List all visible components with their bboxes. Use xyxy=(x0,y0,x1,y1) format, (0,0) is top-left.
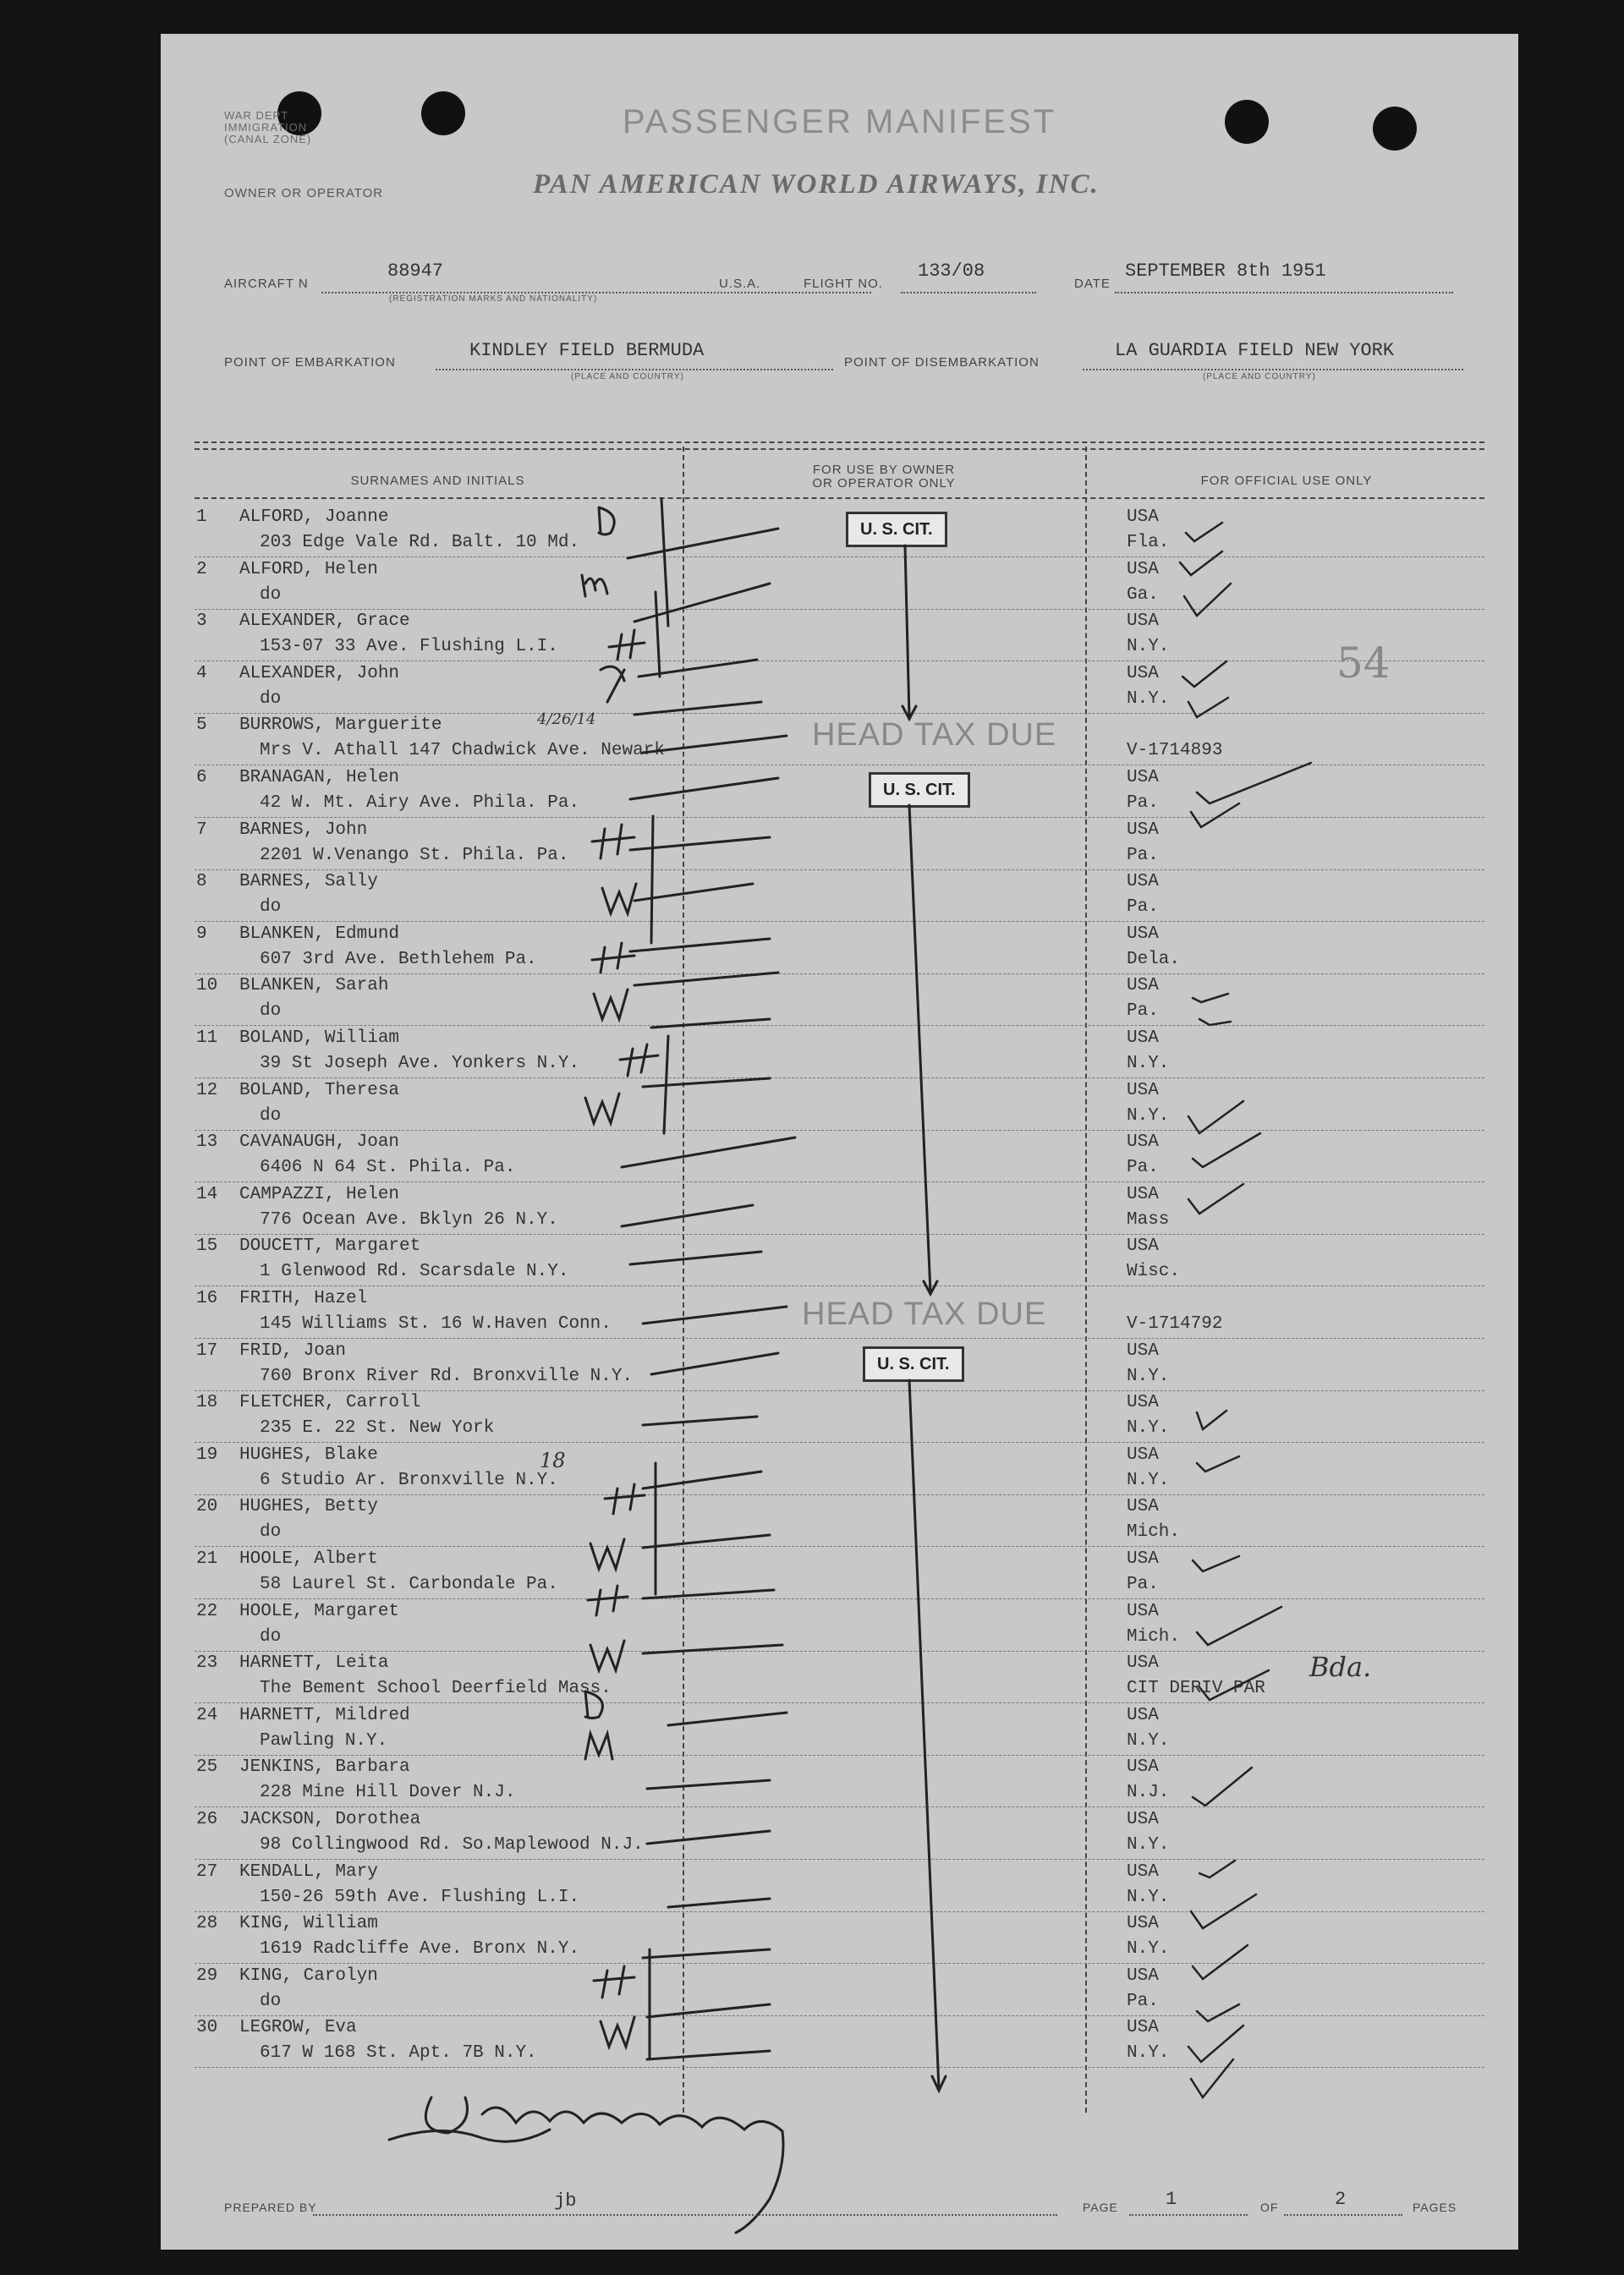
passenger-number: 20 xyxy=(196,1497,218,1517)
passenger-name: HARNETT, Leita xyxy=(239,1653,389,1674)
official-state: CIT DERIV PAR xyxy=(1127,1679,1265,1699)
passenger-address: The Bement School Deerfield Mass. xyxy=(260,1679,612,1699)
official-citizenship: USA xyxy=(1127,1861,1159,1882)
official-state: N.Y. xyxy=(1127,1105,1170,1126)
col-surnames: SURNAMES AND INITIALS xyxy=(350,474,525,488)
head-tax-stamp: HEAD TAX DUE xyxy=(802,1296,1047,1332)
official-citizenship: USA xyxy=(1127,1549,1159,1569)
official-state: Pa. xyxy=(1127,845,1159,865)
passenger-address: 42 W. Mt. Airy Ave. Phila. Pa. xyxy=(260,793,580,813)
passenger-name: ALEXANDER, John xyxy=(239,663,400,683)
official-citizenship: USA xyxy=(1127,1810,1159,1829)
official-citizenship: USA xyxy=(1127,1705,1159,1725)
passenger-address: 760 Bronx River Rd. Bronxville N.Y. xyxy=(260,1366,634,1386)
official-citizenship: USA xyxy=(1127,1236,1159,1257)
passenger-address: 2201 W.Venango St. Phila. Pa. xyxy=(260,845,569,865)
official-state: Pa. xyxy=(1127,1158,1159,1178)
passenger-name: FRITH, Hazel xyxy=(239,1289,368,1308)
official-citizenship: USA xyxy=(1127,663,1159,683)
passenger-number: 5 xyxy=(196,715,207,736)
passenger-name: ALFORD, Helen xyxy=(239,559,378,579)
manifest-sheet xyxy=(161,34,1518,2250)
passenger-number: 11 xyxy=(196,1028,218,1048)
passenger-number: 13 xyxy=(196,1132,218,1153)
passenger-number: 4 xyxy=(196,663,207,683)
passenger-name: BRANAGAN, Helen xyxy=(239,768,400,787)
passenger-name: BLANKEN, Sarah xyxy=(239,976,389,996)
passenger-address: do xyxy=(260,584,282,605)
passenger-address: do xyxy=(260,1105,282,1126)
passenger-number: 17 xyxy=(196,1340,218,1361)
passenger-address: 203 Edge Vale Rd. Balt. 10 Md. xyxy=(260,533,580,552)
passenger-name: LEGROW, Eva xyxy=(239,2018,357,2038)
passenger-address: 39 St Joseph Ave. Yonkers N.Y. xyxy=(260,1054,580,1073)
passenger-name: FRID, Joan xyxy=(239,1340,347,1361)
official-citizenship: USA xyxy=(1127,1601,1159,1621)
passenger-address: 617 W 168 St. Apt. 7B N.Y. xyxy=(260,2043,537,2064)
of-label: OF xyxy=(1260,2201,1279,2214)
passenger-name: BURROWS, Marguerite xyxy=(239,715,442,736)
prepared-by: jb xyxy=(554,2190,577,2212)
passenger-address: 98 Collingwood Rd. So.Maplewood N.J. xyxy=(260,1835,644,1855)
official-state: N.Y. xyxy=(1127,1730,1170,1751)
passenger-name: HOOLE, Margaret xyxy=(239,1601,400,1621)
official-state: V-1714792 xyxy=(1127,1314,1223,1334)
passenger-number: 12 xyxy=(196,1080,218,1100)
passenger-number: 24 xyxy=(196,1705,218,1725)
us-cit-stamp: U. S. CIT. xyxy=(869,772,970,808)
passenger-address: 776 Ocean Ave. Bklyn 26 N.Y. xyxy=(260,1209,558,1230)
official-citizenship: USA xyxy=(1127,1914,1159,1934)
disembark-label: POINT OF DISEMBARKATION xyxy=(844,355,1040,370)
passenger-address: do xyxy=(260,1626,282,1647)
official-citizenship: USA xyxy=(1127,1080,1159,1100)
passenger-address: do xyxy=(260,897,282,918)
us-cit-stamp: U. S. CIT. xyxy=(846,512,947,547)
page-label: PAGE xyxy=(1083,2201,1118,2214)
official-citizenship: USA xyxy=(1127,872,1159,892)
passenger-address: 153-07 33 Ave. Flushing L.I. xyxy=(260,637,558,657)
official-state: Dela. xyxy=(1127,949,1181,969)
official-citizenship: USA xyxy=(1127,2018,1159,2038)
official-citizenship: USA xyxy=(1127,1028,1159,1048)
passenger-address: do xyxy=(260,1522,282,1543)
disembark-sub: (PLACE AND COUNTRY) xyxy=(1203,372,1316,381)
official-mark: 54 xyxy=(1336,639,1391,688)
official-state: V-1714893 xyxy=(1127,741,1223,761)
page-total: 2 xyxy=(1335,2189,1347,2210)
official-state: N.Y. xyxy=(1127,1939,1170,1960)
official-state: N.Y. xyxy=(1127,688,1170,709)
official-state: Pa. xyxy=(1127,793,1159,813)
official-citizenship: USA xyxy=(1127,559,1159,579)
date-label: DATE xyxy=(1074,277,1111,291)
official-citizenship: USA xyxy=(1127,820,1159,840)
passenger-name: BARNES, John xyxy=(239,820,368,840)
official-citizenship: USA xyxy=(1127,1653,1159,1674)
passenger-name: DOUCETT, Margaret xyxy=(239,1236,421,1257)
passenger-number: 19 xyxy=(196,1444,218,1465)
prepared-underline xyxy=(313,2214,1057,2216)
passenger-number: 6 xyxy=(196,768,207,787)
passenger-number: 29 xyxy=(196,1965,218,1986)
embark-place: KINDLEY FIELD BERMUDA xyxy=(469,340,705,361)
prepared-label: PREPARED BY xyxy=(224,2201,317,2214)
of-underline xyxy=(1284,2214,1402,2216)
official-state: N.Y. xyxy=(1127,1887,1170,1907)
official-citizenship: USA xyxy=(1127,611,1159,632)
official-state: Mass xyxy=(1127,1209,1170,1230)
handwritten-bda: Bda. xyxy=(1309,1651,1372,1683)
passenger-name: HUGHES, Blake xyxy=(239,1444,378,1465)
passenger-address: 145 Williams St. 16 W.Haven Conn. xyxy=(260,1314,612,1334)
official-state: Pa. xyxy=(1127,1001,1159,1022)
official-state: Fla. xyxy=(1127,533,1170,552)
passenger-number: 15 xyxy=(196,1236,218,1257)
passenger-number: 18 xyxy=(196,1393,218,1413)
passenger-address: 235 E. 22 St. New York xyxy=(260,1418,495,1439)
passenger-number: 27 xyxy=(196,1861,218,1882)
passenger-number: 1 xyxy=(196,507,207,527)
nationality: U.S.A. xyxy=(719,277,761,291)
aircraft-number: 88947 xyxy=(387,260,444,282)
official-state: Ga. xyxy=(1127,584,1159,605)
passenger-name: ALEXANDER, Grace xyxy=(239,611,410,632)
official-citizenship: USA xyxy=(1127,1757,1159,1778)
passenger-number: 23 xyxy=(196,1653,218,1674)
passenger-number: 8 xyxy=(196,872,207,892)
official-citizenship: USA xyxy=(1127,1497,1159,1517)
passenger-address: 1619 Radcliffe Ave. Bronx N.Y. xyxy=(260,1939,580,1960)
passenger-number: 9 xyxy=(196,924,207,944)
passenger-name: HARNETT, Mildred xyxy=(239,1705,410,1725)
manifest-title: PASSENGER MANIFEST xyxy=(622,103,1057,140)
passenger-address: 228 Mine Hill Dover N.J. xyxy=(260,1783,516,1803)
embark-label: POINT OF EMBARKATION xyxy=(224,355,396,370)
official-state: N.Y. xyxy=(1127,1366,1170,1386)
passenger-name: HUGHES, Betty xyxy=(239,1497,378,1517)
page-number: 1 xyxy=(1166,2189,1177,2210)
official-citizenship: USA xyxy=(1127,507,1159,527)
passenger-number: 26 xyxy=(196,1810,218,1829)
passenger-address: do xyxy=(260,1991,282,2011)
owner-label: OWNER OR OPERATOR xyxy=(224,186,384,200)
passenger-number: 25 xyxy=(196,1757,218,1778)
passenger-address: do xyxy=(260,688,282,709)
official-state: N.Y. xyxy=(1127,2043,1170,2064)
passenger-address: Pawling N.Y. xyxy=(260,1730,388,1751)
aircraft-sub: (REGISTRATION MARKS AND NATIONALITY) xyxy=(389,294,598,304)
official-state: Pa. xyxy=(1127,897,1159,918)
passenger-name: CAMPAZZI, Helen xyxy=(239,1184,400,1204)
official-state: N.Y. xyxy=(1127,1054,1170,1073)
embark-sub: (PLACE AND COUNTRY) xyxy=(571,372,684,381)
passenger-name: JENKINS, Barbara xyxy=(239,1757,410,1778)
ink-marks xyxy=(161,34,1518,2250)
handwritten-mark: 18 xyxy=(540,1449,566,1472)
passenger-name: BOLAND, Theresa xyxy=(239,1080,400,1100)
official-state: Pa. xyxy=(1127,1991,1159,2011)
col-official: FOR OFFICIAL USE ONLY xyxy=(1200,474,1373,488)
passenger-address: 150-26 59th Ave. Flushing L.I. xyxy=(260,1887,580,1907)
official-citizenship: USA xyxy=(1127,924,1159,944)
official-state: Wisc. xyxy=(1127,1262,1181,1282)
official-citizenship: USA xyxy=(1127,1184,1159,1204)
official-citizenship: USA xyxy=(1127,768,1159,787)
head-tax-stamp: HEAD TAX DUE xyxy=(812,717,1057,753)
official-state: Pa. xyxy=(1127,1575,1159,1594)
official-state: N.Y. xyxy=(1127,637,1170,657)
us-cit-stamp: U. S. CIT. xyxy=(863,1346,964,1382)
passenger-address: do xyxy=(260,1001,282,1022)
passenger-name: KING, William xyxy=(239,1914,378,1934)
passenger-number: 30 xyxy=(196,2018,218,2038)
passenger-number: 16 xyxy=(196,1289,218,1308)
passenger-address: 1 Glenwood Rd. Scarsdale N.Y. xyxy=(260,1262,569,1282)
passenger-address: Mrs V. Athall 147 Chadwick Ave. Newark xyxy=(260,741,665,761)
passenger-name: ALFORD, Joanne xyxy=(239,507,389,527)
handwritten-date: 4/26/14 xyxy=(537,710,596,728)
disembark-place: LA GUARDIA FIELD NEW YORK xyxy=(1115,340,1395,361)
official-state: N.J. xyxy=(1127,1783,1170,1803)
official-state: N.Y. xyxy=(1127,1835,1170,1855)
official-state: N.Y. xyxy=(1127,1470,1170,1490)
official-citizenship: USA xyxy=(1127,1444,1159,1465)
official-citizenship: USA xyxy=(1127,976,1159,996)
passenger-address: 6 Studio Ar. Bronxville N.Y. xyxy=(260,1470,558,1490)
passenger-name: KING, Carolyn xyxy=(239,1965,378,1986)
aircraft-label: AIRCRAFT N xyxy=(224,277,309,291)
passenger-number: 2 xyxy=(196,559,207,579)
flight-date: SEPTEMBER 8th 1951 xyxy=(1125,260,1326,282)
passenger-number: 28 xyxy=(196,1914,218,1934)
col-owner-use: FOR USE BY OWNER OR OPERATOR ONLY xyxy=(812,463,956,491)
passenger-number: 3 xyxy=(196,611,207,632)
official-state: N.Y. xyxy=(1127,1418,1170,1439)
corner-stamp: WAR DEPT IMMIGRATION (CANAL ZONE) xyxy=(224,109,312,145)
official-state: Mich. xyxy=(1127,1522,1181,1543)
passenger-address: 6406 N 64 St. Phila. Pa. xyxy=(260,1158,516,1178)
passenger-number: 7 xyxy=(196,820,207,840)
passenger-number: 10 xyxy=(196,976,218,996)
passenger-number: 21 xyxy=(196,1549,218,1569)
official-citizenship: USA xyxy=(1127,1340,1159,1361)
passenger-name: BOLAND, William xyxy=(239,1028,400,1048)
passenger-name: KENDALL, Mary xyxy=(239,1861,378,1882)
official-citizenship: USA xyxy=(1127,1393,1159,1413)
official-state: Mich. xyxy=(1127,1626,1181,1647)
passenger-name: CAVANAUGH, Joan xyxy=(239,1132,400,1153)
official-citizenship: USA xyxy=(1127,1965,1159,1986)
flight-number: 133/08 xyxy=(918,260,985,282)
passenger-number: 22 xyxy=(196,1601,218,1621)
passenger-address: 607 3rd Ave. Bethlehem Pa. xyxy=(260,949,537,969)
passenger-name: BLANKEN, Edmund xyxy=(239,924,400,944)
passenger-name: BARNES, Sally xyxy=(239,872,378,892)
passenger-name: FLETCHER, Carroll xyxy=(239,1393,421,1413)
owner-name: PAN AMERICAN WORLD AIRWAYS, INC. xyxy=(533,169,1100,200)
passenger-number: 14 xyxy=(196,1184,218,1204)
flight-label: FLIGHT NO. xyxy=(804,277,883,291)
pages-label: PAGES xyxy=(1413,2201,1457,2214)
passenger-address: 58 Laurel St. Carbondale Pa. xyxy=(260,1575,558,1594)
passenger-name: JACKSON, Dorothea xyxy=(239,1810,421,1829)
official-citizenship: USA xyxy=(1127,1132,1159,1153)
passenger-name: HOOLE, Albert xyxy=(239,1549,378,1569)
page-underline xyxy=(1129,2214,1248,2216)
